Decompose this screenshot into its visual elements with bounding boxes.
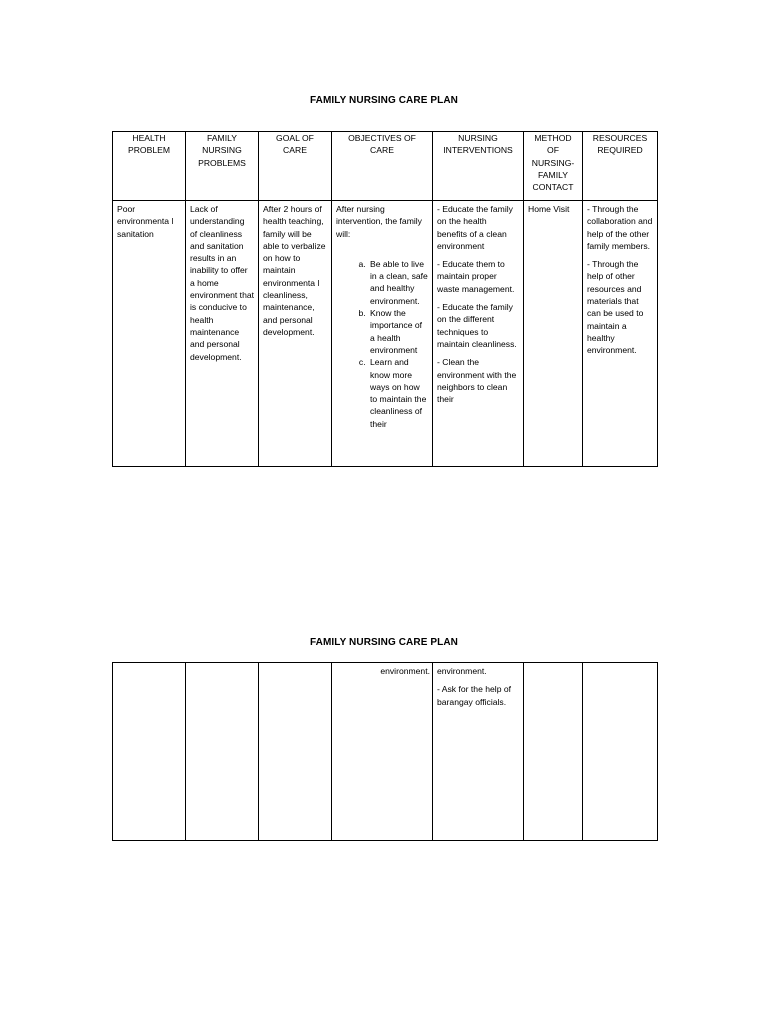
header-nursing-interventions: NURSING INTERVENTIONS <box>433 132 524 201</box>
list-item: b. Know the importance of a health environment <box>368 307 428 356</box>
cell-empty <box>524 663 583 841</box>
page-title: FAMILY NURSING CARE PLAN <box>310 95 458 106</box>
cell-method-of-contact: Home Visit <box>524 201 583 467</box>
header-goal-of-care: GOAL OF CARE <box>259 132 332 201</box>
cell-goal-of-care: After 2 hours of health teaching, family will be able to verbalize on how to maintain environmenta l cleanliness, maintenance, and personal development. <box>259 201 332 467</box>
cell-empty <box>583 663 658 841</box>
cell-interventions-continued <box>433 663 524 841</box>
cell-empty <box>259 663 332 841</box>
cell-objectives-continued: environment. <box>332 663 433 841</box>
table-row <box>113 201 658 467</box>
intervention-item: environment. <box>437 666 487 676</box>
resource-item: - Through the collaboration and help of the other family members. <box>587 204 655 251</box>
intervention-item: - Educate the family on the health benefits of a clean environment <box>437 204 516 251</box>
cell-health-problem: Poor environmenta l sanitation <box>113 201 186 467</box>
header-method-of-contact: METHOD OF NURSING-FAMILY CONTACT <box>524 132 583 201</box>
care-plan-table-continued <box>112 662 658 841</box>
header-resources-required: RESOURCES REQUIRED <box>583 132 658 201</box>
care-plan-table <box>112 131 658 467</box>
page-title-continued: FAMILY NURSING CARE PLAN <box>310 637 458 648</box>
objectives-intro: After nursing intervention, the family will: <box>336 204 422 239</box>
cell-nursing-interventions <box>433 201 524 467</box>
objectives-list <box>336 258 428 430</box>
cell-empty <box>113 663 186 841</box>
header-objectives-of-care: OBJECTIVES OF CARE <box>332 132 433 201</box>
cell-resources-required <box>583 201 658 467</box>
header-family-nursing-problems: FAMILY NURSING PROBLEMS <box>186 132 259 201</box>
list-item: a. Be able to live in a clean, safe and healthy environment. <box>368 258 428 307</box>
cell-family-nursing-problems: Lack of understanding of cleanliness and sanitation results in an inability to offer a home environment that is conducive to health maintenance and personal development. <box>186 201 259 467</box>
intervention-item: - Educate them to maintain proper waste management. <box>437 259 515 294</box>
list-item: c. Learn and know more ways on how to maintain the cleanliness of their <box>368 356 428 430</box>
intervention-item: - Clean the environment with the neighbors to clean their <box>437 357 519 405</box>
table-row <box>113 663 658 841</box>
cell-empty <box>186 663 259 841</box>
header-health-problem: HEALTH PROBLEM <box>113 132 186 201</box>
intervention-item: - Ask for the help of barangay officials. <box>437 684 514 707</box>
resource-item: - Through the help of other resources and materials that can be used to maintain a healthy environment. <box>587 259 646 356</box>
cell-objectives-of-care <box>332 201 433 467</box>
table-header-row <box>113 132 658 201</box>
intervention-item: - Educate the family on the different techniques to maintain cleanliness. <box>437 302 517 349</box>
